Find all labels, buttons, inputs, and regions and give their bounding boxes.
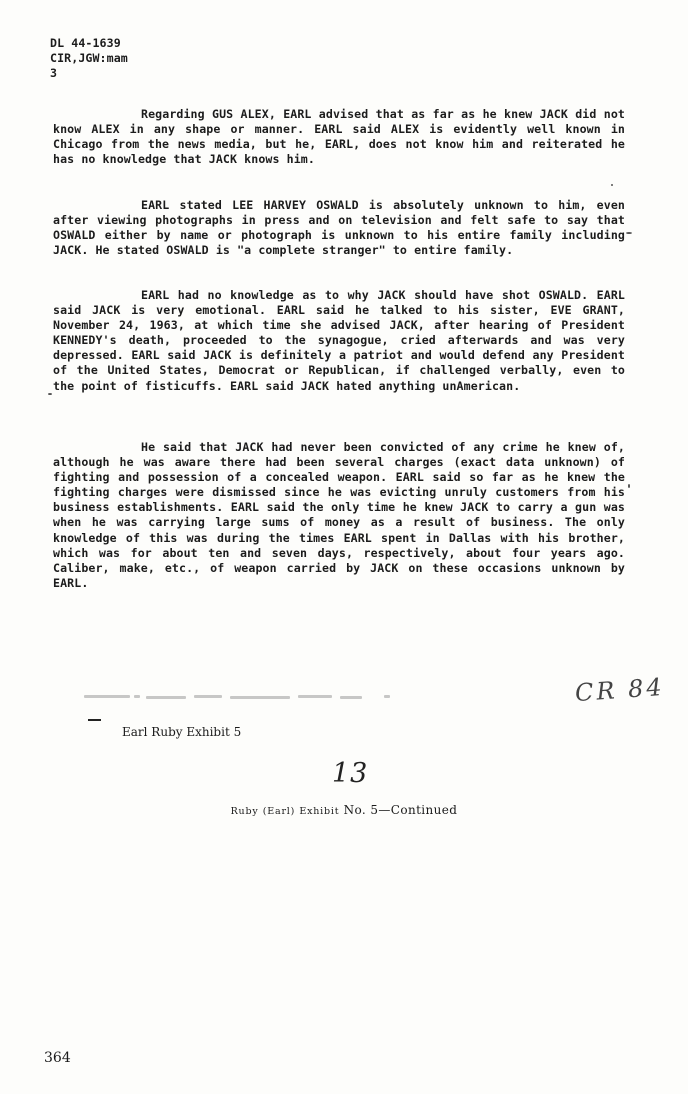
paragraph-convictions: He said that JACK had never been convicted of any crime he knew of, although he was aware there had been several charges (exact data unknown) of fighting and possession of a concealed weapon. EARL said so far as he knew the fighting charges were dismissed since he was evicting unruly customers from his business establishments. EARL said the only time he knew JACK to carry a gun was when he was carrying large sums of money as a result of business. The only knowledge of this was during the times EARL spent in Dallas with his brother, which was for about ten and seven days, respectively, about four years ago. Caliber, make, etc., of weapon carried by JACK on these occasions unknown by EARL. <box>53 440 625 590</box>
caption-word-ruby: Ruby <box>230 806 259 817</box>
stray-mark <box>626 232 632 234</box>
paragraph-motive: EARL had no knowledge as to why JACK should have shot OSWALD. EARL said JACK is very emotional. EARL said he talked to his sister, EVE GRANT, November 24, 1963, at which time she advised JACK, after hearing of President KENNEDY's death, proceeded to the synagogue, cried afterwards and was very depressed. EARL said JACK is definitely a patriot and would defend any President of the United States, Democrat or Republican, if challenged verbally, even to the point of fisticuffs. EARL said JACK hated anything unAmerican. <box>53 288 625 393</box>
faint-smudge-line <box>84 695 400 703</box>
caption-word-exhibit: Exhibit <box>299 806 340 817</box>
short-rule <box>88 719 101 721</box>
paragraph-gus-alex: Regarding GUS ALEX, EARL advised that as far as he knew JACK did not know ALEX in any shape or manner. EARL said ALEX is evidently well known in Chicago from the news media, but he, EARL, does not know him and reiterated he has no knowledge that JACK knows him. <box>53 107 625 167</box>
caption-rest: No. 5—Continued <box>343 803 458 817</box>
file-number: DL 44-1639 <box>50 36 121 50</box>
paragraph-oswald-unknown: EARL stated LEE HARVEY OSWALD is absolutely unknown to him, even after viewing photographs in press and on television and felt safe to say that OSWALD either by name or photograph is unknown to his entire family including JACK. He stated OSWALD is "a complete stranger" to entire family. <box>53 198 625 258</box>
exhibit-caption <box>0 803 688 817</box>
document-header <box>50 36 350 81</box>
page-number: 364 <box>44 1050 71 1066</box>
typist-initials: CIR,JGW:mam <box>50 51 128 66</box>
caption-word-earl: (Earl) <box>262 806 296 817</box>
handwritten-cr-mark: CR 84 <box>574 672 666 708</box>
handwritten-page-number: 13 <box>332 758 369 789</box>
exhibit-label: Earl Ruby Exhibit 5 <box>122 725 242 739</box>
stray-mark <box>48 393 52 395</box>
stray-mark <box>628 484 630 488</box>
stray-mark <box>611 184 613 186</box>
header-page-number: 3 <box>50 66 58 81</box>
